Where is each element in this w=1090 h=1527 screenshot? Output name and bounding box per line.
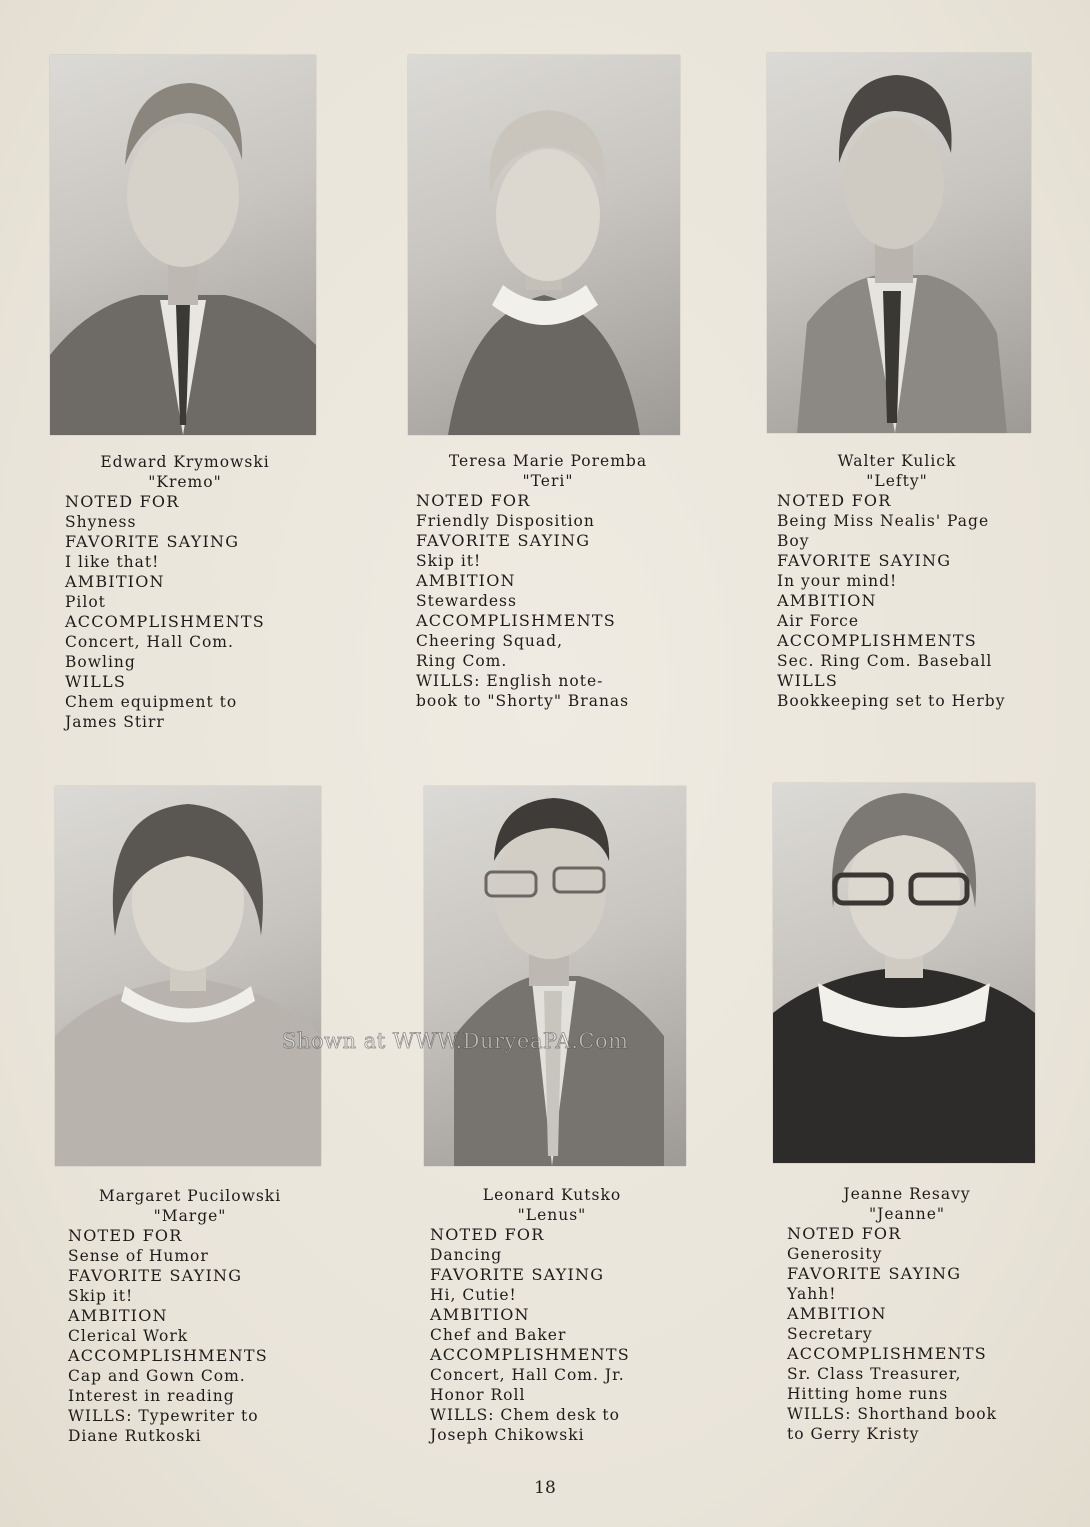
value-favorite-saying: Skip it! (68, 1287, 134, 1305)
value-ambition: Air Force (777, 612, 859, 630)
portrait-photo-walter-kulick (767, 53, 1031, 433)
caption-walter-kulick (777, 451, 1017, 711)
label-ambition: AMBITION (787, 1304, 887, 1323)
value-wills: WILLS: Shorthand book (787, 1405, 998, 1423)
label-accomplishments: ACCOMPLISHMENTS (416, 611, 616, 630)
value-accomplishments: Sr. Class Treasurer, (787, 1365, 962, 1383)
student-nickname: "Lefty" (866, 472, 928, 490)
caption-leonard-kutsko (430, 1185, 674, 1445)
label-noted-for: NOTED FOR (416, 491, 531, 510)
value-noted-for: Being Miss Nealis' Page (777, 512, 990, 530)
student-nickname: "Lenus" (517, 1206, 587, 1224)
value-accomplishments: Sec. Ring Com. Baseball (777, 652, 993, 670)
watermark-text: Shown at WWW.DuryeaPA.Com (282, 1029, 629, 1053)
label-accomplishments: ACCOMPLISHMENTS (65, 612, 265, 631)
label-favorite-saying: FAVORITE SAYING (65, 532, 240, 551)
label-favorite-saying: FAVORITE SAYING (68, 1266, 243, 1285)
student-nickname: "Teri" (522, 472, 574, 490)
value-noted-for: Sense of Humor (68, 1247, 209, 1265)
label-noted-for: NOTED FOR (777, 491, 892, 510)
portrait-photo-leonard-kutsko (424, 786, 686, 1166)
label-noted-for: NOTED FOR (68, 1226, 183, 1245)
label-ambition: AMBITION (65, 572, 165, 591)
value-noted-for: Friendly Disposition (416, 512, 595, 530)
label-favorite-saying: FAVORITE SAYING (777, 551, 952, 570)
value-wills: Bookkeeping set to Herby (777, 692, 1006, 710)
label-accomplishments: ACCOMPLISHMENTS (68, 1346, 268, 1365)
label-ambition: AMBITION (430, 1305, 530, 1324)
value-favorite-saying: Hi, Cutie! (430, 1286, 517, 1304)
caption-teresa-marie-poremba (416, 451, 680, 711)
value-accomplishments: Cap and Gown Com. (68, 1367, 246, 1385)
student-name: Walter Kulick (837, 452, 957, 470)
caption-jeanne-resavy (787, 1184, 1027, 1444)
value-noted-for: Shyness (65, 513, 137, 531)
label-accomplishments: ACCOMPLISHMENTS (430, 1345, 630, 1364)
value-wills: Chem equipment to (65, 693, 238, 711)
value-accomplishments: Cheering Squad, (416, 632, 563, 650)
value-ambition: Pilot (65, 593, 106, 611)
value-noted-for: Boy (777, 532, 810, 550)
label-favorite-saying: FAVORITE SAYING (416, 531, 591, 550)
student-name: Teresa Marie Poremba (448, 452, 648, 470)
value-wills: WILLS: English note- (416, 672, 604, 690)
value-wills: WILLS: Typewriter to (68, 1407, 259, 1425)
value-accomplishments: Concert, Hall Com. (65, 633, 234, 651)
value-ambition: Secretary (787, 1325, 873, 1343)
value-wills: to Gerry Kristy (787, 1425, 920, 1443)
value-ambition: Chef and Baker (430, 1326, 567, 1344)
label-favorite-saying: FAVORITE SAYING (787, 1264, 962, 1283)
label-ambition: AMBITION (777, 591, 877, 610)
portrait-photo-jeanne-resavy (773, 783, 1035, 1163)
value-favorite-saying: In your mind! (777, 572, 898, 590)
value-accomplishments: Bowling (65, 653, 136, 671)
label-wills: WILLS (65, 672, 126, 691)
label-noted-for: NOTED FOR (787, 1224, 902, 1243)
page-number: 18 (534, 1478, 556, 1498)
label-accomplishments: ACCOMPLISHMENTS (787, 1344, 987, 1363)
value-noted-for: Generosity (787, 1245, 883, 1263)
label-ambition: AMBITION (416, 571, 516, 590)
value-accomplishments: Ring Com. (416, 652, 508, 670)
value-wills: Joseph Chikowski (430, 1426, 585, 1444)
label-ambition: AMBITION (68, 1306, 168, 1325)
student-name: Margaret Pucilowski (98, 1187, 282, 1205)
student-name: Leonard Kutsko (482, 1186, 622, 1204)
value-favorite-saying: I like that! (65, 553, 160, 571)
portrait-photo-teresa-marie-poremba (408, 55, 680, 435)
value-favorite-saying: Yahh! (787, 1285, 837, 1303)
value-accomplishments: Interest in reading (68, 1387, 235, 1405)
value-noted-for: Dancing (430, 1246, 503, 1264)
caption-edward-krymowski (65, 452, 305, 732)
value-wills: book to "Shorty" Branas (416, 692, 630, 710)
value-accomplishments: Hitting home runs (787, 1385, 949, 1403)
value-accomplishments: Concert, Hall Com. Jr. (430, 1366, 625, 1384)
label-noted-for: NOTED FOR (65, 492, 180, 511)
portrait-photo-margaret-pucilowski (55, 786, 321, 1166)
label-accomplishments: ACCOMPLISHMENTS (777, 631, 977, 650)
value-wills: Diane Rutkoski (68, 1427, 202, 1445)
student-nickname: "Jeanne" (868, 1205, 946, 1223)
value-accomplishments: Honor Roll (430, 1386, 526, 1404)
value-ambition: Stewardess (416, 592, 517, 610)
student-name: Jeanne Resavy (843, 1185, 971, 1203)
label-favorite-saying: FAVORITE SAYING (430, 1265, 605, 1284)
value-wills: WILLS: Chem desk to (430, 1406, 620, 1424)
caption-margaret-pucilowski (68, 1186, 312, 1446)
value-favorite-saying: Skip it! (416, 552, 482, 570)
label-wills: WILLS (777, 671, 838, 690)
student-name: Edward Krymowski (100, 453, 270, 471)
portrait-photo-edward-krymowski (50, 55, 316, 435)
value-wills: James Stirr (65, 713, 165, 731)
student-nickname: "Kremo" (148, 473, 222, 491)
value-ambition: Clerical Work (68, 1327, 189, 1345)
student-nickname: "Marge" (153, 1207, 227, 1225)
label-noted-for: NOTED FOR (430, 1225, 545, 1244)
